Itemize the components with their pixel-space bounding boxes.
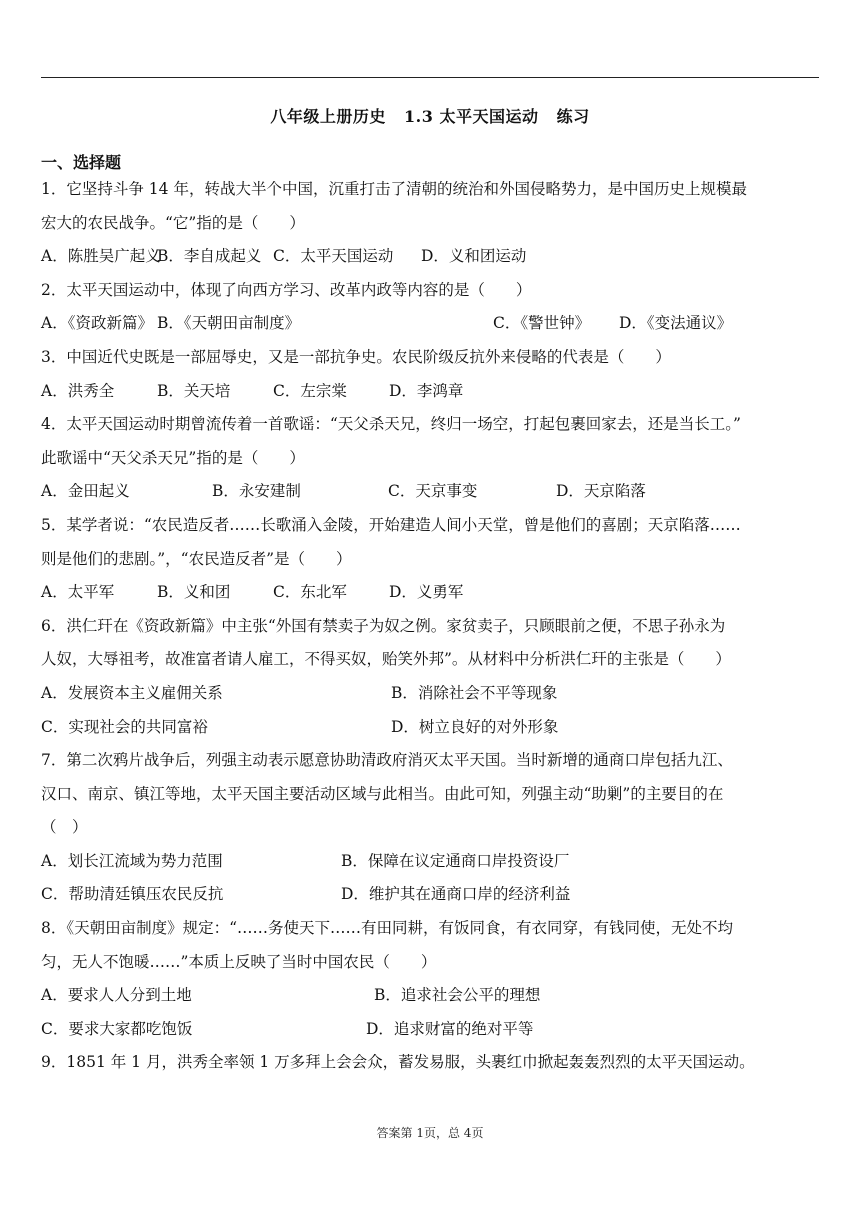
options-row <box>41 711 821 745</box>
option-b[interactable]: B．永安建制 <box>212 482 301 501</box>
page-footer: 答案第 1页，总 4页 <box>376 1126 484 1140</box>
option-c[interactable]: C．实现社会的共同富裕 <box>41 717 208 736</box>
question-7 <box>41 744 821 912</box>
option-a[interactable]: A．洪秀全 <box>41 381 115 400</box>
question-text-line: 5．某学者说：“农民造反者……长歌涌入金陵，开始建造人间小天堂，曾是他们的喜剧；天京陷落…… <box>41 515 741 534</box>
question-text-line: 人奴，大辱祖考，故准富者请人雇工，不得买奴，贻笑外邦”。从材料中分析洪仁玕的主张是（ ） <box>41 650 731 669</box>
question-1 <box>41 173 821 274</box>
question-text-line: （ ） <box>41 818 88 837</box>
option-a[interactable]: A．太平军 <box>41 583 115 602</box>
question-text-line: 7．第二次鸦片战争后，列强主动表示愿意协助清政府消灭太平天国。当时新增的通商口岸包括九江、 <box>41 751 733 770</box>
option-a[interactable]: A．要求人人分到土地 <box>41 986 192 1005</box>
option-c[interactable]: C．左宗棠 <box>273 381 347 400</box>
option-c[interactable]: C．要求大家都吃饱饭 <box>41 1019 193 1038</box>
option-b[interactable]: B．义和团 <box>157 583 231 602</box>
option-b[interactable]: B．李自成起义 <box>157 247 262 266</box>
options-row <box>41 845 821 879</box>
options-row <box>41 240 821 274</box>
option-d[interactable]: D．义和团运动 <box>421 247 527 266</box>
option-c[interactable]: C．《警世钟》 <box>493 314 591 333</box>
question-8 <box>41 912 821 1046</box>
options-row <box>41 979 821 1013</box>
option-a[interactable]: A．金田起义 <box>41 482 130 501</box>
question-5 <box>41 509 821 610</box>
option-c[interactable]: C．太平天国运动 <box>273 247 394 266</box>
option-a[interactable]: A．《资政新篇》 <box>41 314 153 333</box>
question-4 <box>41 408 821 509</box>
question-text-line: 则是他们的悲剧。”，“农民造反者”是（ ） <box>41 549 352 568</box>
options-row <box>41 878 821 912</box>
options-row <box>41 576 821 610</box>
question-text-line: 汉口、南京、镇江等地，太平天国主要活动区域与此相当。由此可知，列强主动“助剿”的主要目的在 <box>41 784 724 803</box>
question-text-line: 1．它坚持斗争 14 年，转战大半个中国，沉重打击了清朝的统治和外国侵略势力，是中国历史上规模最 <box>41 180 747 198</box>
options-row <box>41 677 821 711</box>
section-heading: 一、选择题 <box>41 153 122 172</box>
question-text-line: 3．中国近代史既是一部屈辱史，又是一部抗争史。农民阶级反抗外来侵略的代表是（ ） <box>41 347 671 366</box>
options-row <box>41 375 821 409</box>
option-d[interactable]: D．义勇军 <box>389 583 464 602</box>
option-d[interactable]: D．维护其在通商口岸的经济利益 <box>341 885 571 904</box>
option-b[interactable]: B．追求社会公平的理想 <box>374 986 541 1005</box>
question-3 <box>41 341 821 408</box>
option-c[interactable]: C．天京事变 <box>388 482 478 501</box>
options-row <box>41 475 821 509</box>
question-list <box>41 173 821 1080</box>
options-row <box>41 1013 821 1047</box>
option-b[interactable]: B．消除社会不平等现象 <box>391 683 558 702</box>
question-text-line: 宏大的农民战争。“它”指的是（ ） <box>41 213 305 232</box>
option-a[interactable]: A．划长江流域为势力范围 <box>41 851 223 870</box>
question-2 <box>41 274 821 341</box>
question-text-line: 匀，无人不饱暖……”本质上反映了当时中国农民（ ） <box>41 952 437 971</box>
options-row <box>41 307 821 341</box>
option-d[interactable]: D．李鸿章 <box>389 381 464 400</box>
header-rule <box>41 77 819 78</box>
question-text-line: 4．太平天国运动时期曾流传着一首歌谣：“天父杀天兄，终归一场空，打起包裹回家去，还是当长工。” <box>41 415 741 434</box>
option-b[interactable]: B．《天朝田亩制度》 <box>157 314 301 333</box>
option-c[interactable]: C．帮助清廷镇压农民反抗 <box>41 885 224 904</box>
option-c[interactable]: C．东北军 <box>273 583 347 602</box>
question-text-line: 8．《天朝田亩制度》规定：“……务使天下……有田同耕，有饭同食，有衣同穿，有钱同使，无处不均 <box>41 919 734 938</box>
option-a[interactable]: A．发展资本主义雇佣关系 <box>41 683 223 702</box>
option-b[interactable]: B．保障在议定通商口岸投资设厂 <box>341 851 570 870</box>
option-a[interactable]: A．陈胜吴广起义 <box>41 247 161 266</box>
option-d[interactable]: D．《变法通议》 <box>619 314 733 333</box>
question-text-line: 9．1851 年 1 月，洪秀全率领 1 万多拜上会会众，蓄发易服，头裹红巾掀起轰轰烈烈的太平天国运动。 <box>41 1053 755 1072</box>
option-d[interactable]: D．天京陷落 <box>556 482 646 501</box>
option-d[interactable]: D．树立良好的对外形象 <box>391 717 559 736</box>
question-text-line: 6．洪仁玕在《资政新篇》中主张“外国有禁卖子为奴之例。家贫卖子，只顾眼前之便，不思子孙永为 <box>41 616 726 635</box>
question-text-line: 此歌谣中“天父杀天兄”指的是（ ） <box>41 448 305 467</box>
page-title: 八年级上册历史 1.3 太平天国运动 练习 <box>270 107 590 126</box>
option-d[interactable]: D．追求财富的绝对平等 <box>366 1019 534 1038</box>
option-b[interactable]: B．关天培 <box>157 381 231 400</box>
question-text-line: 2．太平天国运动中，体现了向西方学习、改革内政等内容的是（ ） <box>41 280 532 299</box>
question-9 <box>41 1046 821 1080</box>
question-6 <box>41 610 821 744</box>
